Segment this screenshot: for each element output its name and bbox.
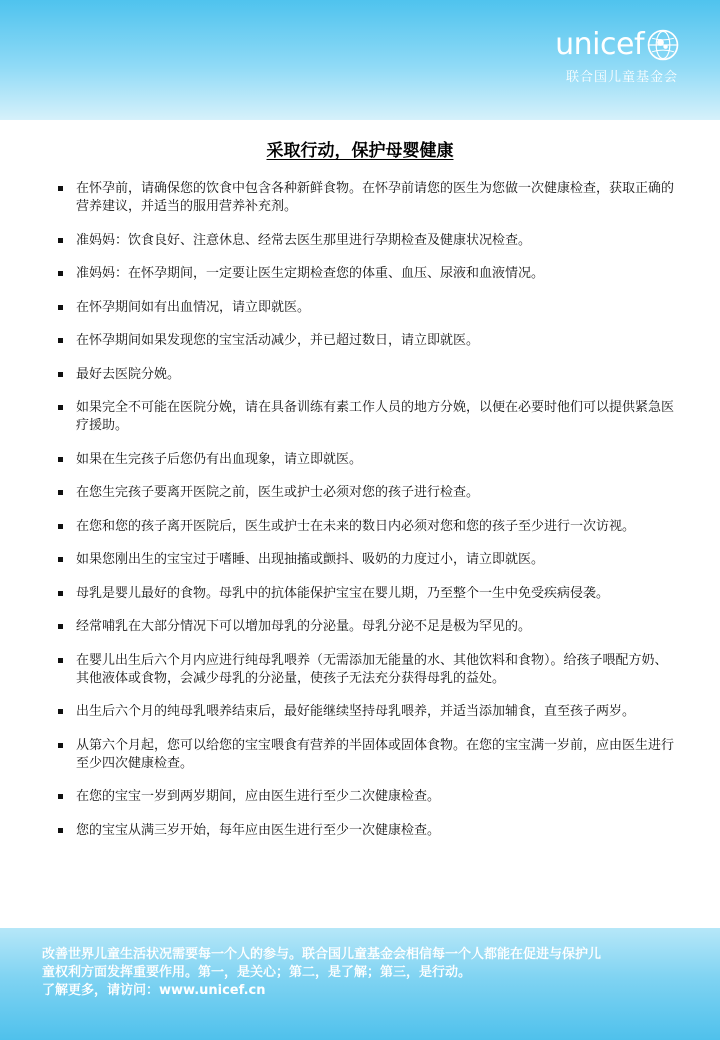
list-item-text: 您的宝宝从满三岁开始，每年应由医生进行至少一次健康检查。 <box>76 822 441 838</box>
footer-line-2: 童权利方面发挥重要作用。第一，是关心；第二，是了解；第三，是行动。 <box>42 965 472 980</box>
unicef-emblem-icon <box>646 28 680 62</box>
list-item-text: 在您和您的孩子离开医院后，医生或护士在未来的数日内必须对您和您的孩子至少进行一次访视。 <box>76 518 636 534</box>
footer-link[interactable]: 了解更多，请访问：www.unicef.cn <box>42 983 266 998</box>
list-item-text: 如果完全不可能在医院分娩，请在具备训练有素工作人员的地方分娩，以便在必要时他们可以提供紧急医疗援助。 <box>76 400 675 433</box>
list-item <box>58 618 680 636</box>
advice-list <box>58 180 680 855</box>
list-item <box>58 332 680 350</box>
bullet-icon <box>58 709 63 714</box>
list-item <box>58 737 680 773</box>
list-item-text: 从第六个月起，您可以给您的宝宝喂食有营养的半固体或固体食物。在您的宝宝满一岁前，应由医生进行至少四次健康检查。 <box>76 737 675 771</box>
list-item-text: 经常哺乳在大部分情况下可以增加母乳的分泌量。母乳分泌不足是极为罕见的。 <box>76 619 532 634</box>
bullet-icon <box>58 828 63 833</box>
footer-text <box>42 946 692 1000</box>
list-item <box>58 299 680 317</box>
bullet-icon <box>58 186 63 191</box>
list-item <box>58 399 680 435</box>
logo-wordmark: unicef <box>555 27 644 62</box>
list-item-text: 如果您刚出生的宝宝过于嗜睡、出现抽搐或颤抖、吸奶的力度过小，请立即就医。 <box>76 552 545 567</box>
bullet-icon <box>58 338 63 343</box>
bullet-icon <box>58 624 63 629</box>
bullet-icon <box>58 591 63 596</box>
bullet-icon <box>58 238 63 243</box>
footer-line-1: 改善世界儿童生活状况需要每一个人的参与。联合国儿童基金会相信每一个人都能在促进与保护儿 <box>42 947 602 962</box>
footer-banner <box>0 928 720 1040</box>
bullet-icon <box>58 490 63 495</box>
list-item-text: 出生后六个月的纯母乳喂养结束后，最好能继续坚持母乳喂养，并适当添加辅食，直至孩子两岁。 <box>76 704 636 719</box>
list-item <box>58 484 680 502</box>
list-item <box>58 788 680 806</box>
list-item <box>58 180 680 216</box>
list-item <box>58 518 680 536</box>
bullet-icon <box>58 524 63 529</box>
list-item <box>58 551 680 569</box>
bullet-icon <box>58 457 63 462</box>
bullet-icon <box>58 405 63 410</box>
list-item <box>58 585 680 603</box>
list-item <box>58 451 680 469</box>
bullet-icon <box>58 372 63 377</box>
unicef-logo <box>555 28 680 85</box>
list-item <box>58 822 680 840</box>
list-item-text: 在婴儿出生后六个月内应进行纯母乳喂养（无需添加无能量的水、其他饮料和食物）。给孩子喂配方奶、其他液体或食物，会减少母乳的分泌量，使孩子无法充分获得母乳的益处。 <box>76 652 668 686</box>
bullet-icon <box>58 658 63 663</box>
list-item-text: 在您的宝宝一岁到两岁期间，应由医生进行至少二次健康检查。 <box>76 789 441 804</box>
list-item-text: 最好去医院分娩。 <box>76 366 181 382</box>
list-item <box>58 652 680 688</box>
logo-subtitle: 联合国儿童基金会 <box>565 70 678 85</box>
bullet-icon <box>58 271 63 276</box>
list-item <box>58 232 680 250</box>
list-item-text: 在怀孕期间如果发现您的宝宝活动减少，并已超过数日，请立即就医。 <box>76 333 480 348</box>
bullet-icon <box>58 557 63 562</box>
list-item-text: 在怀孕前，请确保您的饮食中包含各种新鲜食物。在怀孕前请您的医生为您做一次健康检查，获取正确的营养建议，并适当的服用营养补充剂。 <box>76 181 675 214</box>
list-item-text: 母乳是婴儿最好的食物。母乳中的抗体能保护宝宝在婴儿期，乃至整个一生中免受疾病侵袭。 <box>76 585 610 601</box>
bullet-icon <box>58 743 63 748</box>
list-item <box>58 703 680 721</box>
list-item-text: 准妈妈：在怀孕期间，一定要让医生定期检查您的体重、血压、尿液和血液情况。 <box>76 266 545 281</box>
list-item-text: 在您生完孩子要离开医院之前，医生或护士必须对您的孩子进行检查。 <box>76 485 480 500</box>
list-item <box>58 265 680 283</box>
page-title: 采取行动，保护母婴健康 <box>266 141 454 161</box>
bullet-icon <box>58 794 63 799</box>
header-banner <box>0 0 720 120</box>
bullet-icon <box>58 305 63 310</box>
list-item-text: 准妈妈：饮食良好、注意休息、经常去医生那里进行孕期检查及健康状况检查。 <box>76 232 532 248</box>
list-item-text: 如果在生完孩子后您仍有出血现象，请立即就医。 <box>76 451 363 467</box>
list-item-text: 在怀孕期间如有出血情况，请立即就医。 <box>76 299 311 315</box>
list-item <box>58 366 680 384</box>
